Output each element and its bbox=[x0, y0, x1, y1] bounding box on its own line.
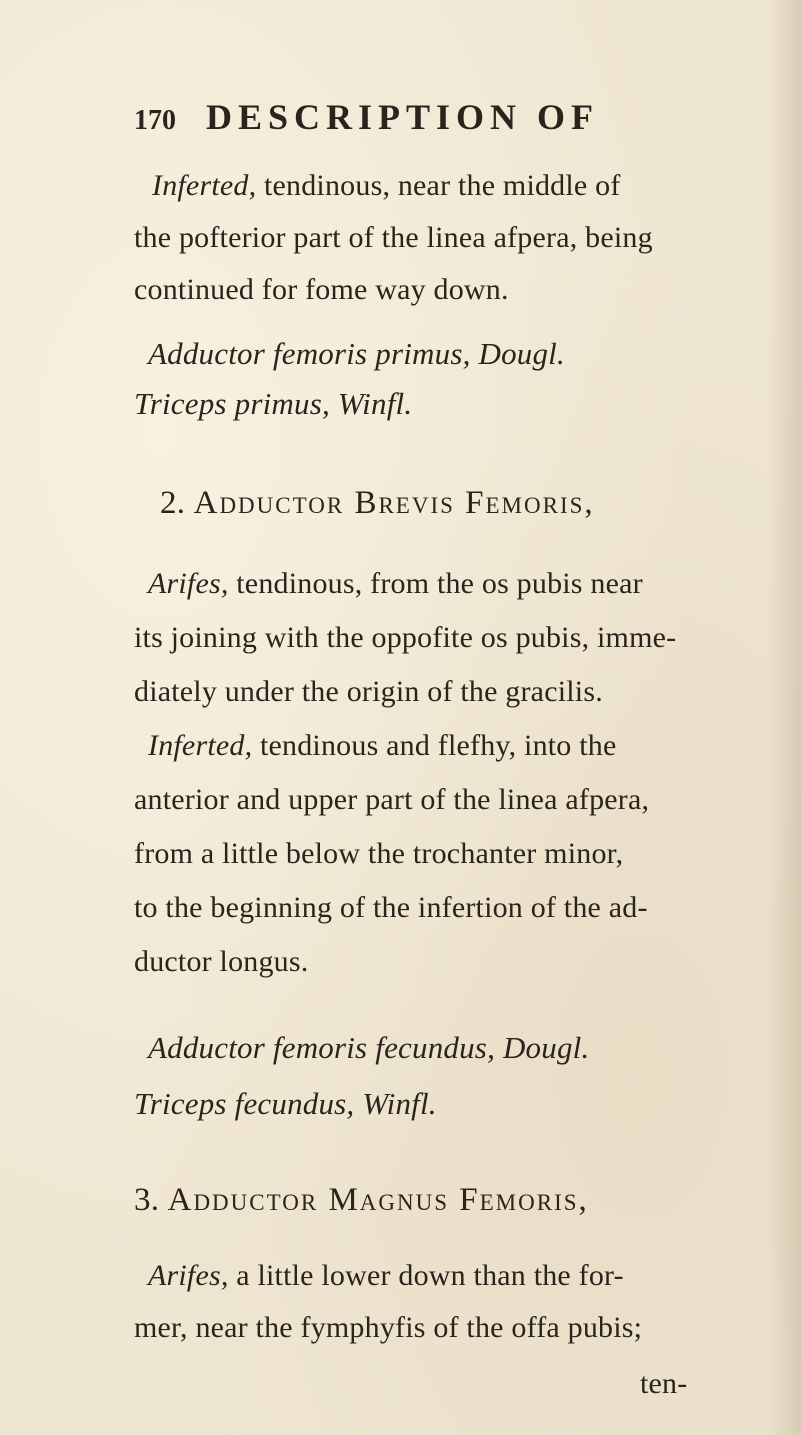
para4-line1 bbox=[148, 1258, 624, 1294]
para3-line4: to the beginning of the infertion of the ad- bbox=[134, 891, 648, 924]
para3-line1-rest: tendinous and flefhy, into the bbox=[252, 729, 617, 762]
para3-line5: ductor longus. bbox=[134, 945, 309, 978]
para2-term: Arifes, bbox=[148, 567, 229, 600]
para2-line2: its joining with the oppofite os pubis, imme- bbox=[134, 621, 677, 654]
synonym1-line1: Adductor femoris primus, Dougl. bbox=[148, 336, 565, 371]
para1-line2: the pofterior part of the linea afpera, being bbox=[134, 221, 653, 254]
section-number-3: 3. bbox=[134, 1182, 160, 1218]
synonym2-line2: Triceps fecundus, Winfl. bbox=[134, 1086, 437, 1121]
para2-line1 bbox=[148, 566, 643, 602]
para4-line2: mer, near the fymphyfis of the offa pubis; bbox=[134, 1311, 643, 1344]
para4-term: Arifes, bbox=[148, 1259, 229, 1292]
catchword: ten- bbox=[640, 1367, 688, 1400]
page-edge-shadow bbox=[767, 0, 801, 1435]
synonym1-line2: Triceps primus, Winfl. bbox=[134, 386, 413, 421]
section-number-2: 2. bbox=[160, 485, 186, 521]
para1-line1-rest: tendinous, near the middle of bbox=[256, 169, 621, 202]
running-title: DESCRIPTION OF bbox=[206, 97, 600, 137]
para3-line1 bbox=[148, 728, 616, 764]
section-heading-2 bbox=[160, 485, 595, 521]
para2-line1-rest: tendinous, from the os pubis near bbox=[228, 567, 643, 600]
para1-line1 bbox=[152, 168, 621, 204]
para1-term: Inferted, bbox=[152, 169, 257, 202]
section-heading-3 bbox=[134, 1182, 589, 1218]
section-title-2: Adductor Brevis Femoris, bbox=[193, 485, 595, 521]
synonym2-line1: Adductor femoris fecundus, Dougl. bbox=[148, 1030, 590, 1065]
para4-line1-rest: a little lower down than the for- bbox=[228, 1259, 624, 1292]
para1-line3: continued for fome way down. bbox=[134, 273, 509, 306]
para2-line3: diately under the origin of the gracilis. bbox=[134, 675, 603, 708]
para3-line2: anterior and upper part of the linea afpera, bbox=[134, 783, 650, 816]
section-title-3: Adductor Magnus Femoris, bbox=[167, 1182, 589, 1218]
para3-line3: from a little below the trochanter minor, bbox=[134, 837, 624, 870]
page-header bbox=[134, 96, 599, 138]
page-number: 170 bbox=[134, 105, 176, 136]
para3-term: Inferted, bbox=[148, 729, 253, 762]
